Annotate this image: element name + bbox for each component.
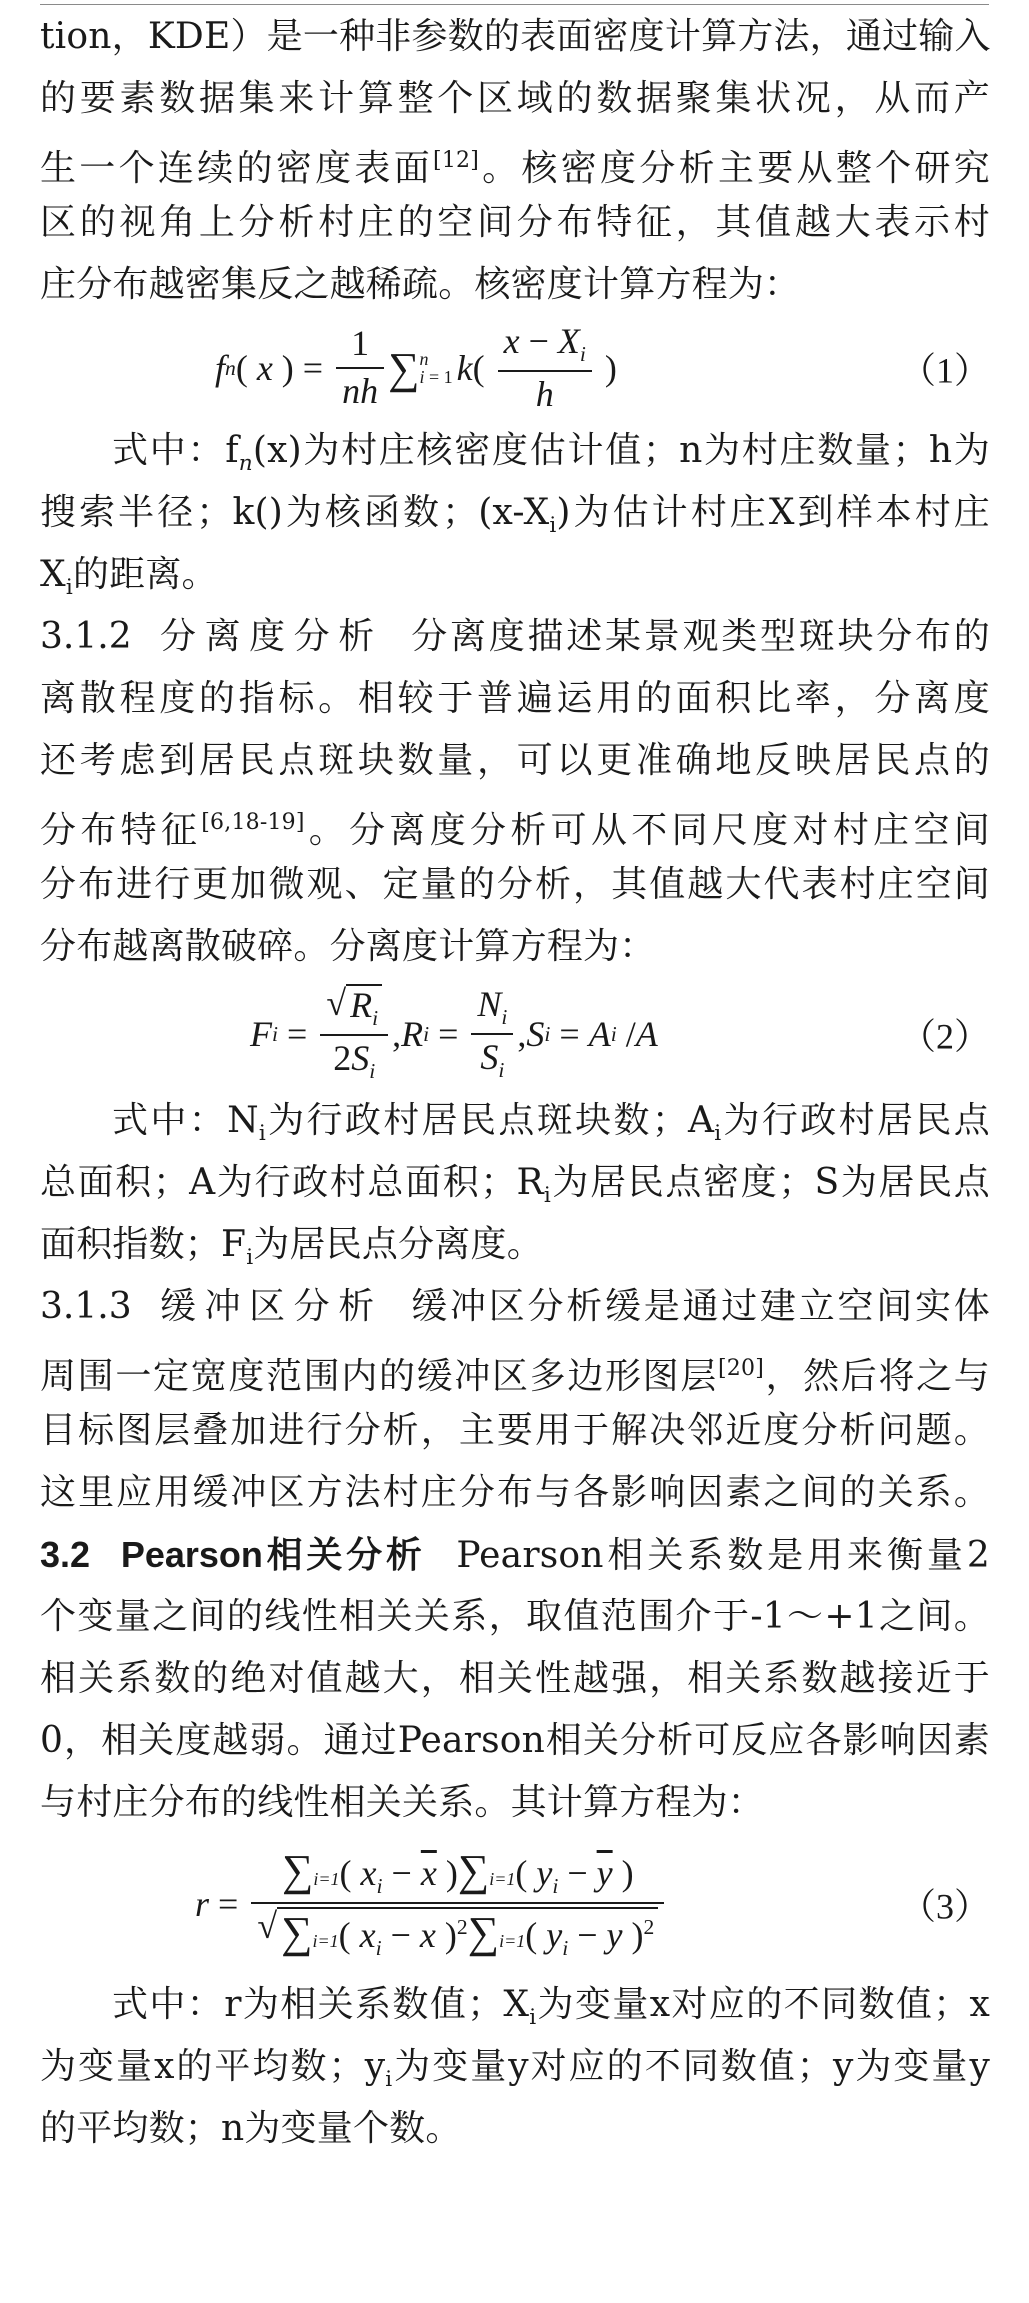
section-number-3-1-3: 3.1.3 [40,1286,132,1327]
sec312-line5: 分布进行更加微观、定量的分析，其值越大代表村庄空间 [40,864,990,905]
sec32-line3: 相关系数的绝对值越大，相关性越强，相关系数越接近于 [40,1658,990,1699]
sec312-line6: 分布越离散破碎。分离度计算方程为： [40,926,656,967]
sec313-line4: 这里应用缓冲区方法村庄分布与各影响因素之间的关系。 [40,1472,990,1513]
equation-1-number: （1） [899,350,990,391]
citation-6-18-19: [6,18-19] [201,810,305,835]
sec313-line1: 3.1.3 缓冲区分析 缓冲区分析缓是通过建立空间实体 [40,1286,990,1327]
sec313-line3: 目标图层叠加进行分析，主要用于解决邻近度分析问题。 [40,1410,990,1451]
desc2-line2: 总面积；A为行政村总面积；$R_i$为居民点密度；S为居民点 [40,1162,991,1209]
desc3-line3: 的平均数；n为变量个数。 [40,2108,462,2149]
header-rule [40,4,989,5]
sec313-line2: 周围一定宽度范围内的缓冲区多边形图层[20]，然后将之与 [40,1356,990,1397]
equation-3-number: （3） [899,1886,990,1927]
desc1-line1: 式中：$f_n(x)$为村庄核密度估计值；n为村庄数量；h为 [112,430,990,477]
equation-2: F i = √ $R_i$ $2S_i$ , R i = $\frac{N_i}{S_i}$ , S i = A i / A （2） [250,983,990,1084]
para1-line3: 生一个连续的密度表面[12]。核密度分析主要从整个研究 [40,148,990,189]
desc2-line3: 面积指数；$F_i$为居民点分离度。 [40,1224,543,1271]
sec32-line2: 个变量之间的线性相关关系，取值范围介于-1～+1之间。 [40,1596,990,1637]
desc3-line2: 为变量x的平均数；$y_i$为变量y对应的不同数值；y为变量y [40,2046,990,2093]
sec312-line3: 还考虑到居民点斑块数量，可以更准确地反映居民点的 [40,740,990,781]
sec312-line2: 离散程度的指标。相较于普遍运用的面积比率，分离度 [40,678,990,719]
desc1-line3: $X_i$的距离。 [40,554,218,601]
sec312-line1: 3.1.2 分离度分析 分离度描述某景观类型斑块分布的 [40,616,990,657]
desc3-line1: 式中：r为相关系数值；$X_i$为变量x对应的不同数值；x [112,1984,990,2031]
para1-line5: 庄分布越密集反之越稀疏。核密度计算方程为： [40,264,801,305]
sec312-line4: 分布特征[6,18-19]。分离度分析可从不同尺度对村庄空间 [40,810,990,851]
section-title-3-1-2: 分离度分析 [160,616,383,657]
citation-20: [20] [718,1356,764,1381]
sec32-line1: 3.2 Pearson相关分析 Pearson相关系数是用来衡量2 [40,1534,990,1576]
equation-1: f n ( x ) = $\frac{1}{nh}$ ∑ n i = 1 k ( $\frac{x - X_i}{h}$ ) （1） [215,320,990,414]
para1-line4: 区的视角上分析村庄的空间分布特征，其值越大表示村 [40,202,990,243]
sec32-line5: 与村庄分布的线性相关关系。其计算方程为： [40,1782,765,1823]
section-title-3-1-3: 缓冲区分析 [160,1286,383,1327]
section-number-3-2: 3.2 [40,1534,91,1575]
desc1-line2: 搜索半径；k()为核函数；$(x-X_i)$为估计村庄X到样本村庄 [40,492,991,539]
paper-page [40,6,990,2160]
para1-line2: 的要素数据集来计算整个区域的数据聚集状况，从而产 [40,78,990,119]
section-title-3-2: Pearson相关分析 [120,1534,426,1575]
equation-3: r = ∑i=1( $x_i - \overline{x}$ )∑i=1( $y_i - \overline{y}$ ) √ ∑i=1( $x_i - x$ )$^2$∑i=1( $y_i - y$ )$^2$ （3） [195,1846,990,1961]
sec32-line4: 0，相关度越弱。通过Pearson相关分析可反应各影响因素 [40,1720,990,1761]
para1-line1: tion，KDE）是一种非参数的表面密度计算方法，通过输入 [40,16,991,57]
citation-12: [12] [433,148,480,173]
equation-2-number: （2） [899,1016,990,1057]
desc2-line1: 式中：$N_i$为行政村居民点斑块数；$A_i$为行政村居民点 [112,1100,990,1147]
section-number-3-1-2: 3.1.2 [40,616,132,657]
